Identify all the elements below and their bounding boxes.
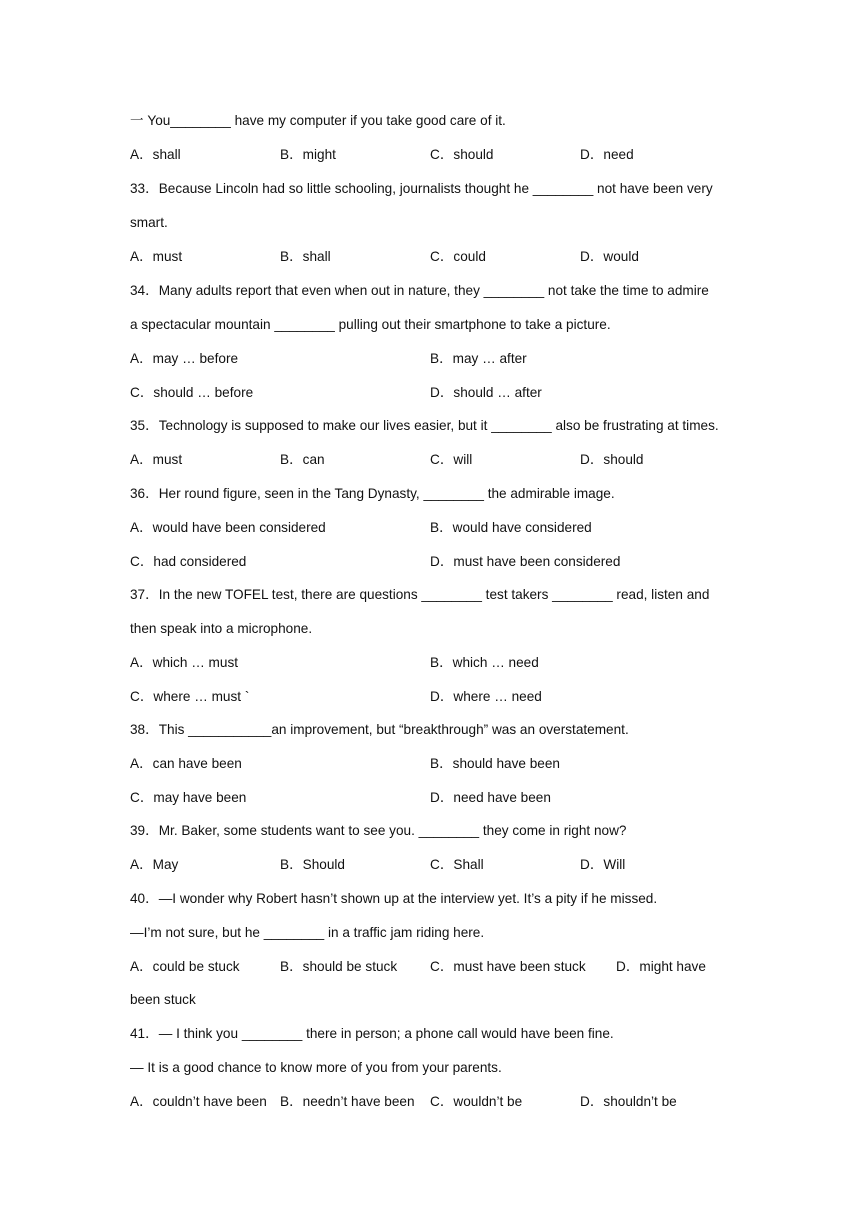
option-40-a: A．could be stuck <box>130 959 240 974</box>
option-32-b: B．might <box>280 147 336 162</box>
option-39-d: D．Will <box>580 857 626 872</box>
option-36-c: C．had considered <box>130 554 247 569</box>
option-34-c: C．should … before <box>130 385 254 400</box>
option-38-c: C．may have been <box>130 790 247 805</box>
option-40-d: D．might have <box>616 959 706 974</box>
option-32-d: D．need <box>580 147 634 162</box>
question-41-stem: 41．— I think you ________ there in person; a phone call would have been fine. <box>130 1026 614 1041</box>
option-37-c: C．where … must ` <box>130 689 250 704</box>
option-41-b: B．needn’t have been <box>280 1094 415 1109</box>
question-34-stem-cont: a spectacular mountain ________ pulling out their smartphone to take a picture. <box>130 317 611 332</box>
question-38-stem: 38．This ___________an improvement, but “breakthrough” was an overstatement. <box>130 722 629 737</box>
option-32-a: A．shall <box>130 147 181 162</box>
option-33-c: C．could <box>430 249 486 264</box>
option-33-b: B．shall <box>280 249 331 264</box>
option-35-c: C．will <box>430 452 473 467</box>
option-41-d: D．shouldn’t be <box>580 1094 677 1109</box>
option-32-c: C．should <box>430 147 494 162</box>
option-36-b: B．would have considered <box>430 520 592 535</box>
option-34-a: A．may … before <box>130 351 239 366</box>
question-36-stem: 36．Her round figure, seen in the Tang Dynasty, ________ the admirable image. <box>130 486 615 501</box>
question-34-stem: 34．Many adults report that even when out in nature, they ________ not take the time to admire <box>130 283 709 298</box>
question-35-stem: 35．Technology is supposed to make our lives easier, but it ________ also be frustrating at times. <box>130 418 719 433</box>
question-37-stem: 37．In the new TOFEL test, there are questions ________ test takers ________ read, listen and <box>130 587 710 602</box>
option-37-b: B．which … need <box>430 655 539 670</box>
option-41-a: A．couldn’t have been <box>130 1094 267 1109</box>
question-33-stem: 33．Because Lincoln had so little schooling, journalists thought he ________ not have been very <box>130 181 713 196</box>
option-34-d: D．should … after <box>430 385 542 400</box>
question-32-stem: 一 You________ have my computer if you take good care of it. <box>130 113 506 128</box>
question-40-reply: —I’m not sure, but he ________ in a traffic jam riding here. <box>130 925 485 940</box>
option-38-b: B．should have been <box>430 756 560 771</box>
option-39-a: A．May <box>130 857 179 872</box>
option-40-d-cont: been stuck <box>130 992 196 1007</box>
question-33-stem-cont: smart. <box>130 215 168 230</box>
option-34-b: B．may … after <box>430 351 527 366</box>
option-37-a: A．which … must <box>130 655 239 670</box>
question-41-reply: — It is a good chance to know more of you from your parents. <box>130 1060 502 1075</box>
option-33-a: A．must <box>130 249 183 264</box>
option-39-b: B．Should <box>280 857 345 872</box>
option-36-a: A．would have been considered <box>130 520 326 535</box>
question-37-stem-cont: then speak into a microphone. <box>130 621 313 636</box>
option-37-d: D．where … need <box>430 689 542 704</box>
option-38-d: D．need have been <box>430 790 551 805</box>
option-40-b: B．should be stuck <box>280 959 398 974</box>
option-35-b: B．can <box>280 452 325 467</box>
option-35-d: D．should <box>580 452 644 467</box>
option-38-a: A．can have been <box>130 756 242 771</box>
option-40-c: C．must have been stuck <box>430 959 586 974</box>
option-36-d: D．must have been considered <box>430 554 621 569</box>
option-41-c: C．wouldn’t be <box>430 1094 523 1109</box>
option-35-a: A．must <box>130 452 183 467</box>
option-39-c: C．Shall <box>430 857 484 872</box>
option-33-d: D．would <box>580 249 639 264</box>
question-40-stem: 40．—I wonder why Robert hasn’t shown up at the interview yet. It’s a pity if he missed. <box>130 891 658 906</box>
question-39-stem: 39．Mr. Baker, some students want to see you. ________ they come in right now? <box>130 823 627 838</box>
